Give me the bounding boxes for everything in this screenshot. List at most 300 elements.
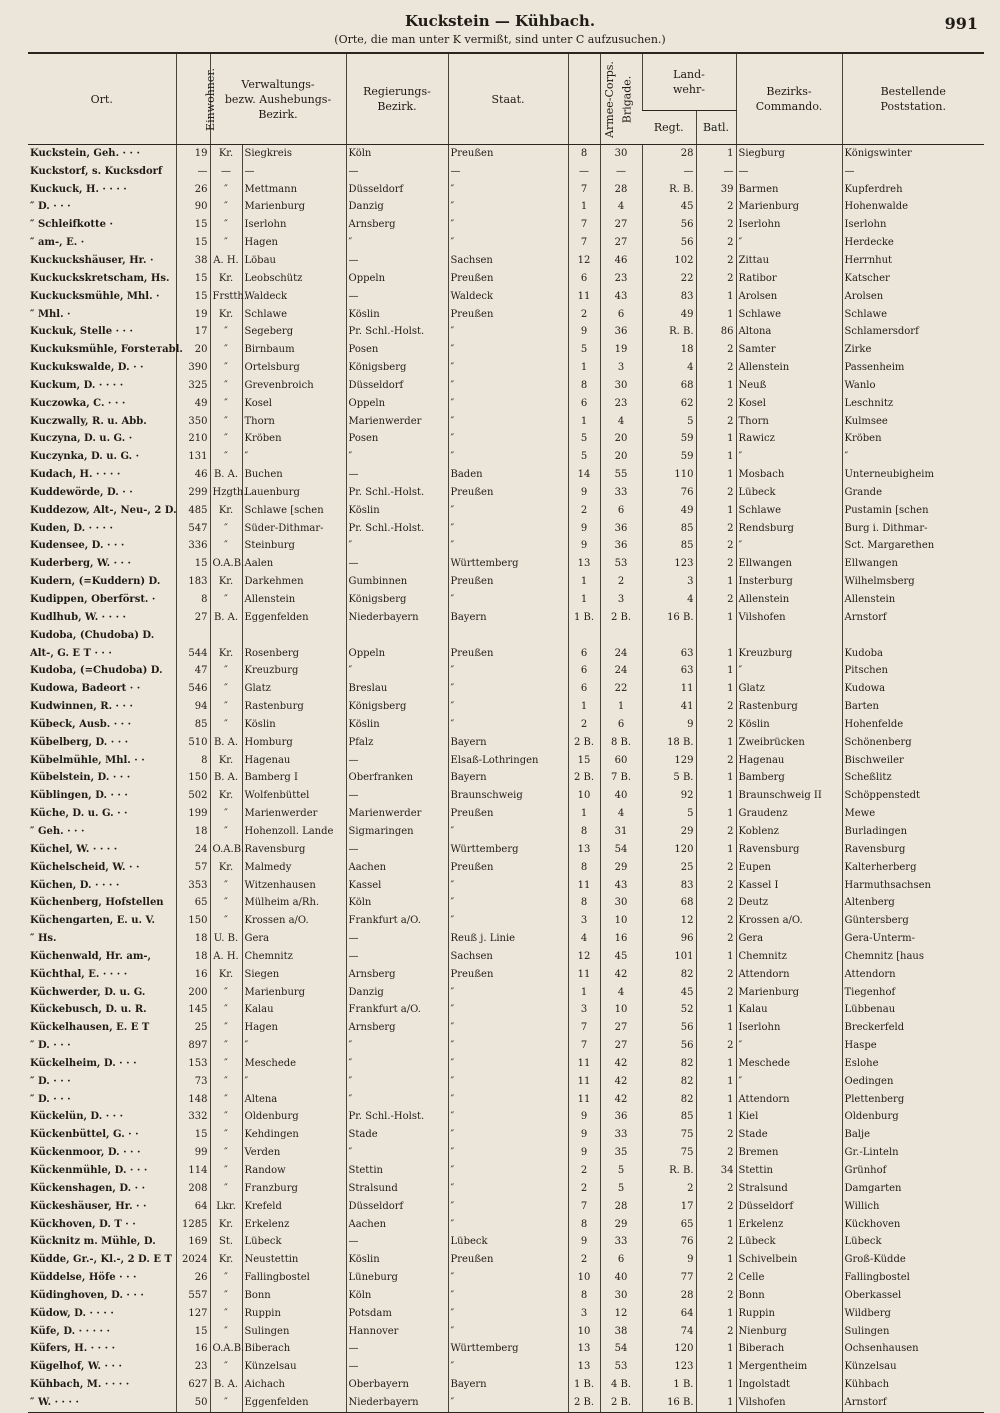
cell-district-command (736, 627, 842, 645)
cell-landwehr-battalion: 1 (696, 466, 736, 484)
cell-state: ″ (448, 181, 568, 199)
cell-place-name: Kuddewörde, D. · · (30, 486, 133, 498)
cell-admin-type: ″ (210, 1002, 242, 1020)
cell-post-station: Kupferdreh (842, 181, 984, 199)
cell-population: 99 (176, 1144, 210, 1162)
cell-place-name: ″ D. · · · (30, 1075, 71, 1087)
cell-population: 8 (176, 591, 210, 609)
cell-brigade: 43 (600, 288, 642, 306)
table-row (28, 1216, 984, 1234)
cell-landwehr-regiment: 49 (642, 306, 696, 324)
cell-post-station: Ravensburg (842, 841, 984, 859)
table-row (28, 1180, 984, 1198)
cell-admin-district: Bonn (242, 1287, 346, 1305)
cell-state: Bayern (448, 1376, 568, 1394)
col-header-ort: Ort. (28, 53, 176, 145)
cell-brigade: 23 (600, 395, 642, 413)
cell-state: ″ (448, 1019, 568, 1037)
cell-gov-district: ″ (346, 234, 448, 252)
cell-post-station: Sulingen (842, 1323, 984, 1341)
cell-admin-district: Ravensburg (242, 841, 346, 859)
cell-population: 114 (176, 1162, 210, 1180)
cell-admin-type: ″ (210, 912, 242, 930)
cell-district-command: Iserlohn (736, 1019, 842, 1037)
cell-post-station: Arnstorf (842, 1394, 984, 1412)
cell-state: Reuß j. Linie (448, 930, 568, 948)
col-header-landwehr: Land- wehr- (642, 53, 736, 111)
cell-landwehr-regiment: 49 (642, 502, 696, 520)
cell-population: 199 (176, 805, 210, 823)
cell-gov-district: Pr. Schl.-Holst. (346, 484, 448, 502)
cell-admin-district: Kosel (242, 395, 346, 413)
cell-admin-type: B. A. (210, 770, 242, 788)
cell-admin-type: B. A. (210, 609, 242, 627)
cell-district-command: Schlawe (736, 502, 842, 520)
cell-landwehr-battalion: 1 (696, 645, 736, 663)
cell-admin-type: Kr. (210, 1216, 242, 1234)
cell-post-station: Oedingen (842, 1073, 984, 1091)
cell-landwehr-battalion: 2 (696, 877, 736, 895)
cell-army-corps: 8 (568, 823, 600, 841)
cell-admin-district: Buchen (242, 466, 346, 484)
cell-admin-type: St. (210, 1233, 242, 1251)
cell-landwehr-regiment: 75 (642, 1144, 696, 1162)
cell-brigade: 20 (600, 448, 642, 466)
cell-district-command: Ratibor (736, 270, 842, 288)
cell-brigade: 27 (600, 1019, 642, 1037)
cell-district-command: Deutz (736, 894, 842, 912)
cell-population: 38 (176, 252, 210, 270)
table-row (28, 1198, 984, 1216)
cell-admin-district: Schlawe (242, 306, 346, 324)
cell-army-corps: 6 (568, 270, 600, 288)
cell-landwehr-regiment: 25 (642, 859, 696, 877)
cell-gov-district: Düsseldorf (346, 1198, 448, 1216)
cell-admin-district: Randow (242, 1162, 346, 1180)
cell-district-command: Eupen (736, 859, 842, 877)
cell-brigade: 42 (600, 1073, 642, 1091)
cell-admin-type: ″ (210, 1358, 242, 1376)
cell-landwehr-battalion: 1 (696, 1073, 736, 1091)
cell-landwehr-regiment: 82 (642, 966, 696, 984)
cell-landwehr-regiment: 22 (642, 270, 696, 288)
cell-population: 18 (176, 930, 210, 948)
cell-district-command: Vilshofen (736, 609, 842, 627)
cell-population: 350 (176, 413, 210, 431)
cell-admin-type: O.A.B. (210, 841, 242, 859)
cell-state: ″ (448, 1126, 568, 1144)
cell-population: 15 (176, 216, 210, 234)
cell-admin-district: Marienburg (242, 199, 346, 217)
cell-post-station: Willich (842, 1198, 984, 1216)
cell-gov-district: Köln (346, 1287, 448, 1305)
table-row (28, 359, 984, 377)
cell-army-corps: 9 (568, 1233, 600, 1251)
cell-brigade: 36 (600, 1109, 642, 1127)
cell-population: 145 (176, 1002, 210, 1020)
cell-brigade: 30 (600, 377, 642, 395)
cell-population: 26 (176, 1269, 210, 1287)
cell-admin-district: Krefeld (242, 1198, 346, 1216)
cell-place-name: Kückhoven, D. T · · (30, 1218, 136, 1230)
cell-place-name: Küchelscheid, W. · · (30, 861, 140, 873)
cell-brigade (600, 627, 642, 645)
cell-gov-district: ″ (346, 1091, 448, 1109)
cell-district-command: Samter (736, 341, 842, 359)
table-row (28, 573, 984, 591)
cell-army-corps: 14 (568, 466, 600, 484)
cell-gov-district: Köslin (346, 306, 448, 324)
cell-admin-type: ″ (210, 234, 242, 252)
cell-admin-type: Kr. (210, 859, 242, 877)
table-row (28, 823, 984, 841)
cell-place-name: Kübelmühle, Mhl. · · (30, 754, 145, 766)
cell-state: ″ (448, 1055, 568, 1073)
cell-place-name: Küfe, D. · · · · · (30, 1325, 110, 1337)
cell-post-station (842, 627, 984, 645)
cell-state: ″ (448, 1091, 568, 1109)
cell-post-station: Tiegenhof (842, 984, 984, 1002)
cell-landwehr-regiment: 17 (642, 1198, 696, 1216)
cell-landwehr-regiment: 5 (642, 413, 696, 431)
cell-district-command: Thorn (736, 413, 842, 431)
cell-brigade: 4 (600, 805, 642, 823)
table-row (28, 1002, 984, 1020)
cell-brigade: 36 (600, 538, 642, 556)
cell-gov-district: — (346, 1358, 448, 1376)
cell-admin-district: Gera (242, 930, 346, 948)
cell-gov-district: — (346, 466, 448, 484)
cell-landwehr-battalion: 1 (696, 662, 736, 680)
cell-landwehr-battalion: 1 (696, 1251, 736, 1269)
cell-place-name: Kuczyna, D. u. G. · (30, 433, 133, 445)
cell-army-corps: 7 (568, 1019, 600, 1037)
cell-population: 46 (176, 466, 210, 484)
cell-landwehr-regiment: 85 (642, 520, 696, 538)
cell-gov-district: ″ (346, 538, 448, 556)
cell-admin-district: Kalau (242, 1002, 346, 1020)
cell-district-command: Ruppin (736, 1305, 842, 1323)
cell-post-station: Altenberg (842, 894, 984, 912)
cell-place-name: Kudoba, (=Chudoba) D. (30, 665, 163, 677)
cell-state: Bayern (448, 770, 568, 788)
cell-brigade: 27 (600, 234, 642, 252)
cell-district-command: ″ (736, 1073, 842, 1091)
cell-place-name: Küchwerder, D. u. G. (30, 986, 146, 998)
cell-state: ″ (448, 912, 568, 930)
cell-place-name: Kuden, D. · · · · (30, 522, 113, 534)
cell-admin-type: ″ (210, 1269, 242, 1287)
cell-landwehr-regiment: — (642, 163, 696, 181)
cell-admin-district: Darkehmen (242, 573, 346, 591)
cell-population: 208 (176, 1180, 210, 1198)
cell-admin-district: Eggenfelden (242, 1394, 346, 1412)
cell-admin-district: Mettmann (242, 181, 346, 199)
cell-district-command: Marienburg (736, 199, 842, 217)
cell-post-station: Schlawe (842, 306, 984, 324)
cell-population: 18 (176, 823, 210, 841)
table-row (28, 770, 984, 788)
cell-state: ″ (448, 1073, 568, 1091)
cell-brigade: 28 (600, 1198, 642, 1216)
cell-state: Preußen (448, 966, 568, 984)
table-row (28, 1287, 984, 1305)
cell-landwehr-battalion: 2 (696, 359, 736, 377)
cell-landwehr-regiment: 45 (642, 199, 696, 217)
table-row (28, 555, 984, 573)
cell-army-corps: 2 (568, 1162, 600, 1180)
cell-district-command: Hagenau (736, 752, 842, 770)
cell-gov-district: Kassel (346, 877, 448, 895)
cell-army-corps: 2 (568, 716, 600, 734)
cell-district-command: ″ (736, 662, 842, 680)
cell-gov-district: Pfalz (346, 734, 448, 752)
cell-brigade: 35 (600, 1144, 642, 1162)
cell-post-station: Güntersberg (842, 912, 984, 930)
cell-admin-type: Kr. (210, 1251, 242, 1269)
cell-post-station: Passenheim (842, 359, 984, 377)
cell-state: ″ (448, 680, 568, 698)
cell-population: 510 (176, 734, 210, 752)
cell-post-station: Schönenberg (842, 734, 984, 752)
cell-brigade: 53 (600, 555, 642, 573)
cell-landwehr-battalion: 2 (696, 1198, 736, 1216)
cell-place-name: ″ W. · · · · (28, 1394, 176, 1412)
cell-state: ″ (448, 448, 568, 466)
cell-admin-type: ″ (210, 1180, 242, 1198)
cell-state: ″ (448, 199, 568, 217)
cell-district-command: Ellwangen (736, 555, 842, 573)
table-row (28, 341, 984, 359)
cell-landwehr-regiment: 101 (642, 948, 696, 966)
cell-population: 15 (176, 270, 210, 288)
cell-landwehr-battalion: 2 (696, 752, 736, 770)
cell-landwehr-battalion: 2 (696, 1233, 736, 1251)
cell-admin-district (242, 627, 346, 645)
cell-landwehr-regiment: 123 (642, 1358, 696, 1376)
cell-post-station: Schöppenstedt (842, 787, 984, 805)
cell-state: ″ (448, 1162, 568, 1180)
cell-landwehr-battalion: 1 (696, 948, 736, 966)
col-header-staat: Staat. (448, 53, 568, 145)
cell-gov-district: Oberfranken (346, 770, 448, 788)
cell-post-station: Lübeck (842, 1233, 984, 1251)
cell-district-command: Celle (736, 1269, 842, 1287)
table-row (28, 306, 984, 324)
cell-place-name: ″ Hs. (30, 933, 57, 945)
cell-admin-type: ″ (210, 680, 242, 698)
table-row (28, 1323, 984, 1341)
cell-gov-district: Niederbayern (346, 609, 448, 627)
cell-state: ″ (448, 1358, 568, 1376)
cell-district-command: Rendsburg (736, 520, 842, 538)
cell-district-command: Schivelbein (736, 1251, 842, 1269)
cell-admin-type: U. B. (210, 930, 242, 948)
cell-admin-type: ″ (210, 823, 242, 841)
cell-place-name: Kückebusch, D. u. R. (30, 1004, 147, 1016)
cell-landwehr-battalion: 1 (696, 1305, 736, 1323)
cell-state (448, 627, 568, 645)
cell-brigade: 3 (600, 359, 642, 377)
cell-landwehr-battalion: 2 (696, 555, 736, 573)
cell-post-station: Pustamin [schen (842, 502, 984, 520)
cell-brigade: 5 (600, 1162, 642, 1180)
table-row (28, 431, 984, 449)
cell-admin-district: Hagenau (242, 752, 346, 770)
cell-brigade: 8 B. (600, 734, 642, 752)
cell-state: Preußen (448, 805, 568, 823)
cell-brigade: 3 (600, 591, 642, 609)
cell-landwehr-battalion: 2 (696, 199, 736, 217)
cell-place-name: ″ Schleifkotte · (30, 219, 113, 231)
cell-brigade: 42 (600, 1091, 642, 1109)
cell-gov-district: Gumbinnen (346, 573, 448, 591)
cell-state: Württemberg (448, 841, 568, 859)
cell-landwehr-battalion: 1 (696, 1109, 736, 1127)
cell-army-corps: 11 (568, 1073, 600, 1091)
cell-population: 332 (176, 1109, 210, 1127)
cell-landwehr-regiment: 9 (642, 716, 696, 734)
cell-population: 200 (176, 984, 210, 1002)
cell-post-station: Plettenberg (842, 1091, 984, 1109)
cell-population (176, 627, 210, 645)
cell-place-name: Kügelhof, W. · · · (30, 1361, 122, 1373)
cell-state: ″ (448, 1109, 568, 1127)
cell-population: 27 (176, 609, 210, 627)
cell-place-name: ″ D. · · · (30, 1040, 71, 1052)
cell-district-command: Rawicz (736, 431, 842, 449)
cell-gov-district: Köln (346, 894, 448, 912)
cell-admin-district: Witzenhausen (242, 877, 346, 895)
cell-army-corps: 9 (568, 1144, 600, 1162)
cell-admin-district: Steinburg (242, 538, 346, 556)
cell-population: 19 (176, 306, 210, 324)
cell-army-corps: 2 (568, 306, 600, 324)
cell-admin-type: Kr. (210, 502, 242, 520)
cell-population: 26 (176, 181, 210, 199)
cell-district-command: Vilshofen (736, 1394, 842, 1412)
cell-brigade: 42 (600, 966, 642, 984)
cell-post-station: Barten (842, 698, 984, 716)
cell-gov-district: Danzig (346, 984, 448, 1002)
cell-landwehr-regiment: 120 (642, 1341, 696, 1359)
cell-landwehr-battalion: 2 (696, 1126, 736, 1144)
cell-district-command: Gera (736, 930, 842, 948)
cell-admin-type: ″ (210, 662, 242, 680)
cell-population: 73 (176, 1073, 210, 1091)
cell-admin-district: Glatz (242, 680, 346, 698)
cell-district-command: — (736, 163, 842, 181)
cell-admin-type (210, 627, 242, 645)
cell-place-name: Kudensee, D. · · · (30, 540, 125, 552)
cell-gov-district: Arnsberg (346, 966, 448, 984)
cell-brigade: 38 (600, 1323, 642, 1341)
cell-post-station: Bischweiler (842, 752, 984, 770)
cell-admin-type: Kr. (210, 145, 242, 163)
cell-army-corps: 1 (568, 413, 600, 431)
cell-army-corps: 12 (568, 948, 600, 966)
cell-post-station: Kalterherberg (842, 859, 984, 877)
page-subtitle: (Orte, die man unter K vermißt, sind unter C aufzusuchen.) (334, 33, 666, 46)
table-row (28, 181, 984, 199)
cell-state: Elsaß-Lothringen (448, 752, 568, 770)
cell-admin-type: ″ (210, 1055, 242, 1073)
cell-place-name: Kuckukswalde, D. · · (30, 362, 144, 374)
cell-place-name: ″ D. · · · (30, 1093, 71, 1105)
cell-brigade: 4 B. (600, 1376, 642, 1394)
cell-district-command: Barmen (736, 181, 842, 199)
cell-landwehr-battalion: 1 (696, 841, 736, 859)
cell-gov-district: Oppeln (346, 645, 448, 663)
cell-admin-district: Malmedy (242, 859, 346, 877)
cell-state: Preußen (448, 1251, 568, 1269)
table-row (28, 538, 984, 556)
cell-post-station: Hohenfelde (842, 716, 984, 734)
cell-post-station: Kudoba (842, 645, 984, 663)
cell-admin-district: Chemnitz (242, 948, 346, 966)
cell-army-corps: 3 (568, 912, 600, 930)
cell-army-corps: 7 (568, 216, 600, 234)
page-number: 991 (944, 14, 978, 33)
cell-brigade: 30 (600, 1287, 642, 1305)
cell-army-corps: 4 (568, 930, 600, 948)
cell-gov-district: ″ (346, 1144, 448, 1162)
cell-population: 8 (176, 752, 210, 770)
cell-army-corps: 10 (568, 1269, 600, 1287)
cell-population: 299 (176, 484, 210, 502)
cell-gov-district: Pr. Schl.-Holst. (346, 323, 448, 341)
cell-landwehr-battalion: 2 (696, 216, 736, 234)
cell-landwehr-battalion: 1 (696, 306, 736, 324)
cell-landwehr-regiment: 82 (642, 1091, 696, 1109)
cell-landwehr-regiment: 28 (642, 145, 696, 163)
cell-place-name: Kuckuckskretscham, Hs. (30, 272, 170, 284)
cell-admin-district: Siegen (242, 966, 346, 984)
cell-gov-district: Stade (346, 1126, 448, 1144)
cell-admin-district: Neustettin (242, 1251, 346, 1269)
cell-landwehr-regiment: 83 (642, 877, 696, 895)
cell-army-corps: 2 (568, 1251, 600, 1269)
table-row (28, 805, 984, 823)
cell-gov-district: ″ (346, 662, 448, 680)
cell-army-corps: 1 (568, 573, 600, 591)
table-row (28, 662, 984, 680)
cell-district-command: Kiel (736, 1109, 842, 1127)
cell-gov-district: — (346, 288, 448, 306)
cell-brigade: 29 (600, 859, 642, 877)
cell-landwehr-battalion: 1 (696, 805, 736, 823)
cell-landwehr-regiment: 77 (642, 1269, 696, 1287)
cell-place-name: Alt-, G. E T · · · (30, 647, 112, 659)
cell-place-name: Kückelheim, D. · · · (30, 1057, 137, 1069)
cell-admin-type: A. H. (210, 948, 242, 966)
cell-brigade: 33 (600, 484, 642, 502)
cell-post-station: Harmuthsachsen (842, 877, 984, 895)
cell-brigade: 31 (600, 823, 642, 841)
cell-district-command: Erkelenz (736, 1216, 842, 1234)
cell-landwehr-battalion: 1 (696, 1091, 736, 1109)
cell-place-name: Küchengarten, E. u. V. (30, 915, 155, 927)
cell-place-name: Kuczwally, R. u. Abb. (30, 415, 147, 427)
cell-admin-type: ″ (210, 894, 242, 912)
table-row (28, 787, 984, 805)
cell-state: ″ (448, 1037, 568, 1055)
table-row (28, 395, 984, 413)
cell-landwehr-regiment: R. B. (642, 1162, 696, 1180)
cell-landwehr-regiment: 85 (642, 1109, 696, 1127)
cell-admin-district: Hohenzoll. Lande (242, 823, 346, 841)
cell-admin-type: ″ (210, 1394, 242, 1412)
